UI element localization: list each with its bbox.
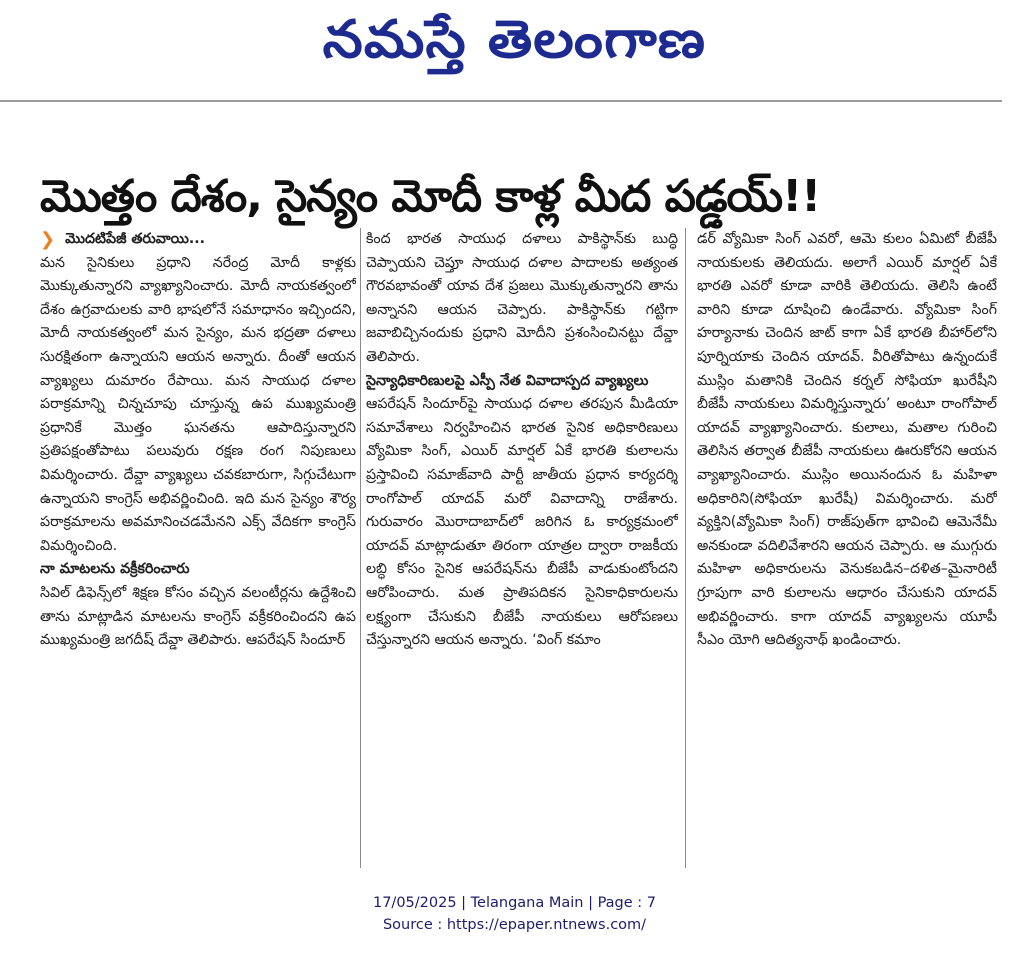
article-paragraph: మన సైనికులు ప్రధాని నరేంద్ర మోదీ కాళ్లకు మొక్కుతున్నారని వ్యాఖ్యానించారు. మోదీ నాయకత్వంలో దేశం ఉగ్రవాదులకు వారి భాషలోనే సమాధానం ఇచ్చిందని, మోదీ నాయకత్వంలో మన సైన్యం, మన భద్రతా దళాలు సురక్షితంగా ఉన్నాయని ఆయన అన్నారు. దీంతో ఆయన వ్యాఖ్యలు దుమారం రేపాయి. మన సాయుధ దళాల పరాక్రమాన్ని చిన్నచూపు చూస్తున్న ఉప ముఖ్యమంత్రి ప్రధానికే మొత్తం ఘనతను ఆపాదిస్తున్నారని ప్రతిపక్షంతోపాటు పలువురు రక్షణ రంగ నిపుణులు విమర్శించారు. దేవ్డా వ్యాఖ్యలు చవకబారుగా, సిగ్గుచేటుగా ఉన్నాయని కాంగ్రెస్ అభివర్ణించింది. ఇది మన సైన్యం శౌర్య పరాక్రమాలను అవమానించడమేనని ఎక్స్ వేదికగా కాంగ్రెస్ విమర్శించింది.	[40, 254, 356, 554]
page-footer	[0, 892, 1029, 936]
article-column-3	[697, 228, 997, 868]
article-subhead: సైన్యాధికారిణులపై ఎస్పీ నేత వివాదాస్పద వ్యాఖ్యలు	[366, 372, 649, 389]
article-paragraph: డర్ వ్యోమికా సింగ్ ఎవరో, ఆమె కులం ఏమిటో బీజేపీ నాయకులకు తెలియదు. అలాగే ఎయిర్ మార్షల్ ఏకే భారతి ఎవరో కూడా వారికి తెలియదు. తెలిసి ఉంటే వారిని కూడా దూషించి ఉండేవారు. వ్యోమికా సింగ్ హర్యానాకు చెందిన జాట్ కాగా ఏకే భారతి బీహార్‌లోని పూర్నియాకు చెందిన యాదవ్. వీరితోపాటు ఉన్నందుకే ముస్లిం మతానికి చెందిన కర్నల్ సోఫియా ఖురేషీని బీజేపీ నాయకులు విమర్శిస్తున్నారు’ అంటూ రాంగోపాల్ యాదవ్ వ్యాఖ్యానించారు. కులాలు, మతాల గురించి తెలిసిన తర్వాత బీజేపీ నాయకులు ఊరుకోరని ఆయన వ్యాఖ్యానించారు. ముస్లిం అయినందున ఓ మహిళా అధికారిని(సోఫియా ఖురేషీ) విమర్శించారు. మరో వ్యక్తిని(వ్యోమికా సింగ్) రాజ్‌పుత్‌గా భావించి ఆమెనేమీ అనకుండా వదిలివేశారని ఆయన చెప్పారు. ఆ ముగ్గురు మహిళా అధికారులను వెనుకబడిన–దళిత–మైనారిటీ గ్రూపుగా వారి కులాలను ఆధారం చేసుకుని యాదవ్ అభివర్ణించారు. కాగా యాదవ్ వ్యాఖ్యలను యూపీ సీఎం యోగి ఆదిత్యనాథ్ ఖండించారు.	[697, 231, 997, 649]
masthead-divider	[0, 100, 1002, 102]
column-divider	[685, 228, 686, 868]
continued-label: మొదటిపేజీ తరువాయి...	[65, 231, 206, 247]
article-headline: మొత్తం దేశం, సైన్యం మోదీ కాళ్ల మీద పడ్డయ్!!	[40, 171, 821, 223]
masthead	[0, 0, 1029, 80]
column-divider	[360, 228, 361, 868]
article-subhead: నా మాటలను వక్రీకరించారు	[40, 561, 190, 578]
continued-from-front-page	[40, 228, 356, 252]
source-link[interactable]: Source : https://epaper.ntnews.com/	[382, 917, 647, 933]
article-paragraph: ఆపరేషన్ సిందూర్‌పై సాయుధ దళాల తరపున మీడియా సమావేశాలు నిర్వహించిన భారత సైనిక అధికారిణులు వ్యోమికా సింగ్, ఎయిర్ మార్షల్ ఏకే భారతి కులాలను ప్రస్తావించి సమాజ్‌వాది పార్టీ జాతీయ ప్రధాన కార్యదర్శి రాంగోపాల్ యాదవ్ మరో వివాదాన్ని రాజేశారు. గురువారం మొరాదాబాద్‌లో జరిగిన ఓ కార్యక్రమంలో యాదవ్ మాట్లాడుతూ తిరంగా యాత్రల ద్వారా రాజకీయ లబ్ధి కోసం సైనిక ఆపరేషన్‌ను బీజేపీ వాడుకుంటోందని ఆరోపించారు. మత ప్రాతిపదికన సైనికాధికారులను లక్ష్యంగా చేసుకుని బీజేపీ నాయకులు ఆరోపణలు చేస్తున్నారని ఆయన అన్నారు. ‘వింగ్ కమాం	[366, 396, 678, 649]
article-paragraph: సివిల్ డిఫెన్స్‌లో శిక్షణ కోసం వచ్చిన వలంటీర్లను ఉద్దేశించి తాను మాట్లాడిన మాటలను కాంగ్రెస్ వక్రీకరించిందని ఉప ముఖ్యమంత్రి జగదీష్ దేవ్డా తెలిపారు. ఆపరేషన్ సిందూర్	[40, 584, 356, 649]
edition-info: 17/05/2025 | Telangana Main | Page : 7	[372, 895, 657, 911]
newspaper-logo: నమస్తే తెలంగాణ	[322, 10, 707, 70]
chevron-right-icon: ❯	[40, 228, 56, 250]
article-paragraph: కింద భారత సాయుధ దళాలు పాకిస్థాన్‌కు బుద్ధి చెప్పాయని చెప్తూ సాయుధ దళాల పాదాలకు అత్యంత గౌరవభావంతో యావ దేశ ప్రజలు మొక్కుతున్నారని తాను అన్నానని ఆయన చెప్పారు. పాకిస్థాన్‌కు గట్టిగా జవాబిచ్చినందుకు ప్రధాని మోదీని ప్రశంసించినట్టు దేవ్డా తెలిపారు.	[366, 231, 678, 365]
article-column-1	[40, 228, 356, 868]
article-column-2	[366, 228, 678, 868]
